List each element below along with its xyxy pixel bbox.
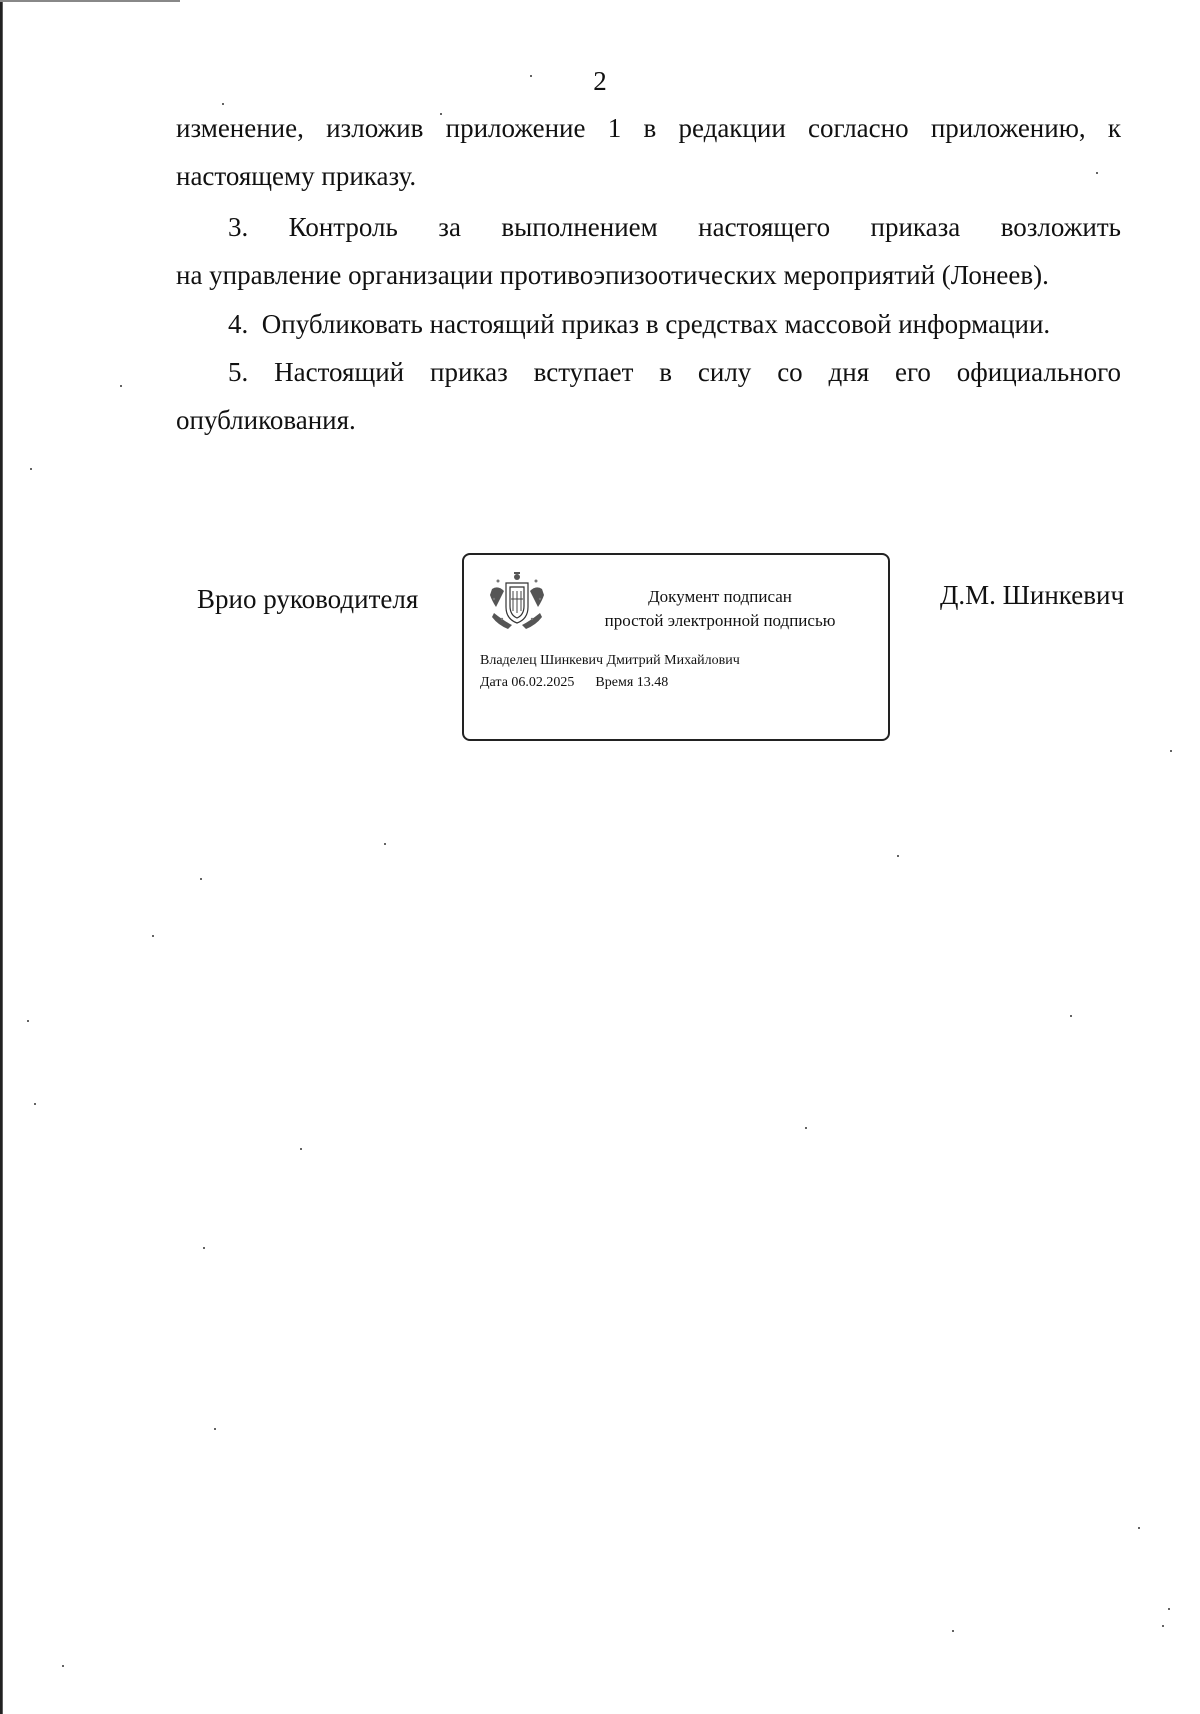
word: со bbox=[777, 357, 803, 387]
paragraph-line bbox=[176, 348, 1121, 396]
page-number: 2 bbox=[593, 66, 607, 96]
scan-speck bbox=[1162, 1625, 1164, 1627]
word: его bbox=[895, 357, 931, 387]
scan-speck bbox=[200, 878, 202, 880]
signatory-role: Врио руководителя bbox=[197, 584, 419, 614]
stamp-details bbox=[480, 650, 740, 694]
scan-speck bbox=[1170, 750, 1172, 752]
word: согласно bbox=[808, 113, 909, 143]
scan-speck bbox=[120, 385, 122, 387]
stamp-owner-row bbox=[480, 650, 740, 672]
paragraph-line: настоящему приказу. bbox=[176, 161, 417, 191]
paragraph-line: опубликования. bbox=[176, 405, 356, 435]
date-label: Дата bbox=[480, 675, 508, 690]
word: 3. bbox=[228, 212, 249, 242]
date-value: 06.02.2025 bbox=[511, 675, 575, 690]
stamp-title-line: Документ подписан bbox=[648, 587, 792, 606]
paragraph-line bbox=[176, 203, 1121, 251]
scan-speck bbox=[1070, 1015, 1072, 1017]
scan-speck bbox=[214, 1428, 216, 1430]
word: Настоящий bbox=[274, 357, 405, 387]
word: выполнением bbox=[501, 212, 658, 242]
word: изложив bbox=[326, 113, 424, 143]
scan-speck bbox=[27, 1020, 29, 1022]
paragraph-line: на управление организации противоэпизоотических мероприятий (Лонеев). bbox=[176, 260, 1049, 290]
paragraph-3 bbox=[176, 203, 1121, 299]
word: приложению, bbox=[930, 113, 1086, 143]
stamp-datetime-row bbox=[480, 672, 740, 694]
word: приказа bbox=[870, 212, 961, 242]
scan-edge-top bbox=[0, 0, 180, 2]
word: 5. bbox=[228, 357, 249, 387]
scan-speck bbox=[34, 1103, 36, 1105]
word: Контроль bbox=[288, 212, 398, 242]
word: дня bbox=[828, 357, 870, 387]
scan-speck bbox=[203, 1247, 205, 1249]
word: изменение, bbox=[176, 113, 304, 143]
scan-speck bbox=[384, 843, 386, 845]
scan-speck bbox=[1096, 172, 1098, 174]
word: официального bbox=[956, 357, 1121, 387]
electronic-signature-stamp bbox=[462, 553, 890, 741]
word: приказ bbox=[430, 357, 508, 387]
scan-speck bbox=[62, 1665, 64, 1667]
paragraph-line bbox=[176, 104, 1121, 152]
word: в bbox=[643, 113, 657, 143]
signatory-name: Д.М. Шинкевич bbox=[940, 580, 1125, 610]
owner-value: Шинкевич Дмитрий Михайлович bbox=[540, 653, 740, 668]
time-label: Время bbox=[595, 675, 634, 690]
word: редакции bbox=[678, 113, 786, 143]
stamp-title bbox=[560, 585, 880, 633]
scan-speck bbox=[952, 1630, 954, 1632]
time-value: 13.48 bbox=[636, 675, 669, 690]
scan-edge-left bbox=[0, 0, 3, 1714]
paragraph-line: 4. Опубликовать настоящий приказ в средствах массовой информации. bbox=[228, 309, 1051, 339]
word: силу bbox=[697, 357, 752, 387]
owner-label: Владелец bbox=[480, 653, 537, 668]
paragraph-4 bbox=[176, 300, 1121, 348]
word: в bbox=[659, 357, 673, 387]
word: вступает bbox=[533, 357, 634, 387]
scan-speck bbox=[1168, 1608, 1170, 1610]
word: 1 bbox=[607, 113, 622, 143]
word: настоящего bbox=[698, 212, 831, 242]
word: возложить bbox=[1000, 212, 1121, 242]
scan-speck bbox=[530, 75, 532, 77]
scan-speck bbox=[300, 1148, 302, 1150]
stamp-title-line: простой электронной подписью bbox=[604, 611, 836, 630]
scan-speck bbox=[440, 113, 442, 115]
scan-speck bbox=[222, 103, 224, 105]
word: к bbox=[1107, 113, 1121, 143]
word: приложение bbox=[445, 113, 586, 143]
paragraph-5 bbox=[176, 348, 1121, 444]
scan-speck bbox=[897, 855, 899, 857]
scan-speck bbox=[805, 1127, 807, 1129]
scan-speck bbox=[152, 935, 154, 937]
paragraph-continuation bbox=[176, 104, 1121, 200]
coat-of-arms-icon bbox=[484, 569, 550, 635]
word: за bbox=[438, 212, 461, 242]
scan-speck bbox=[30, 468, 32, 470]
scan-speck bbox=[1138, 1527, 1140, 1529]
